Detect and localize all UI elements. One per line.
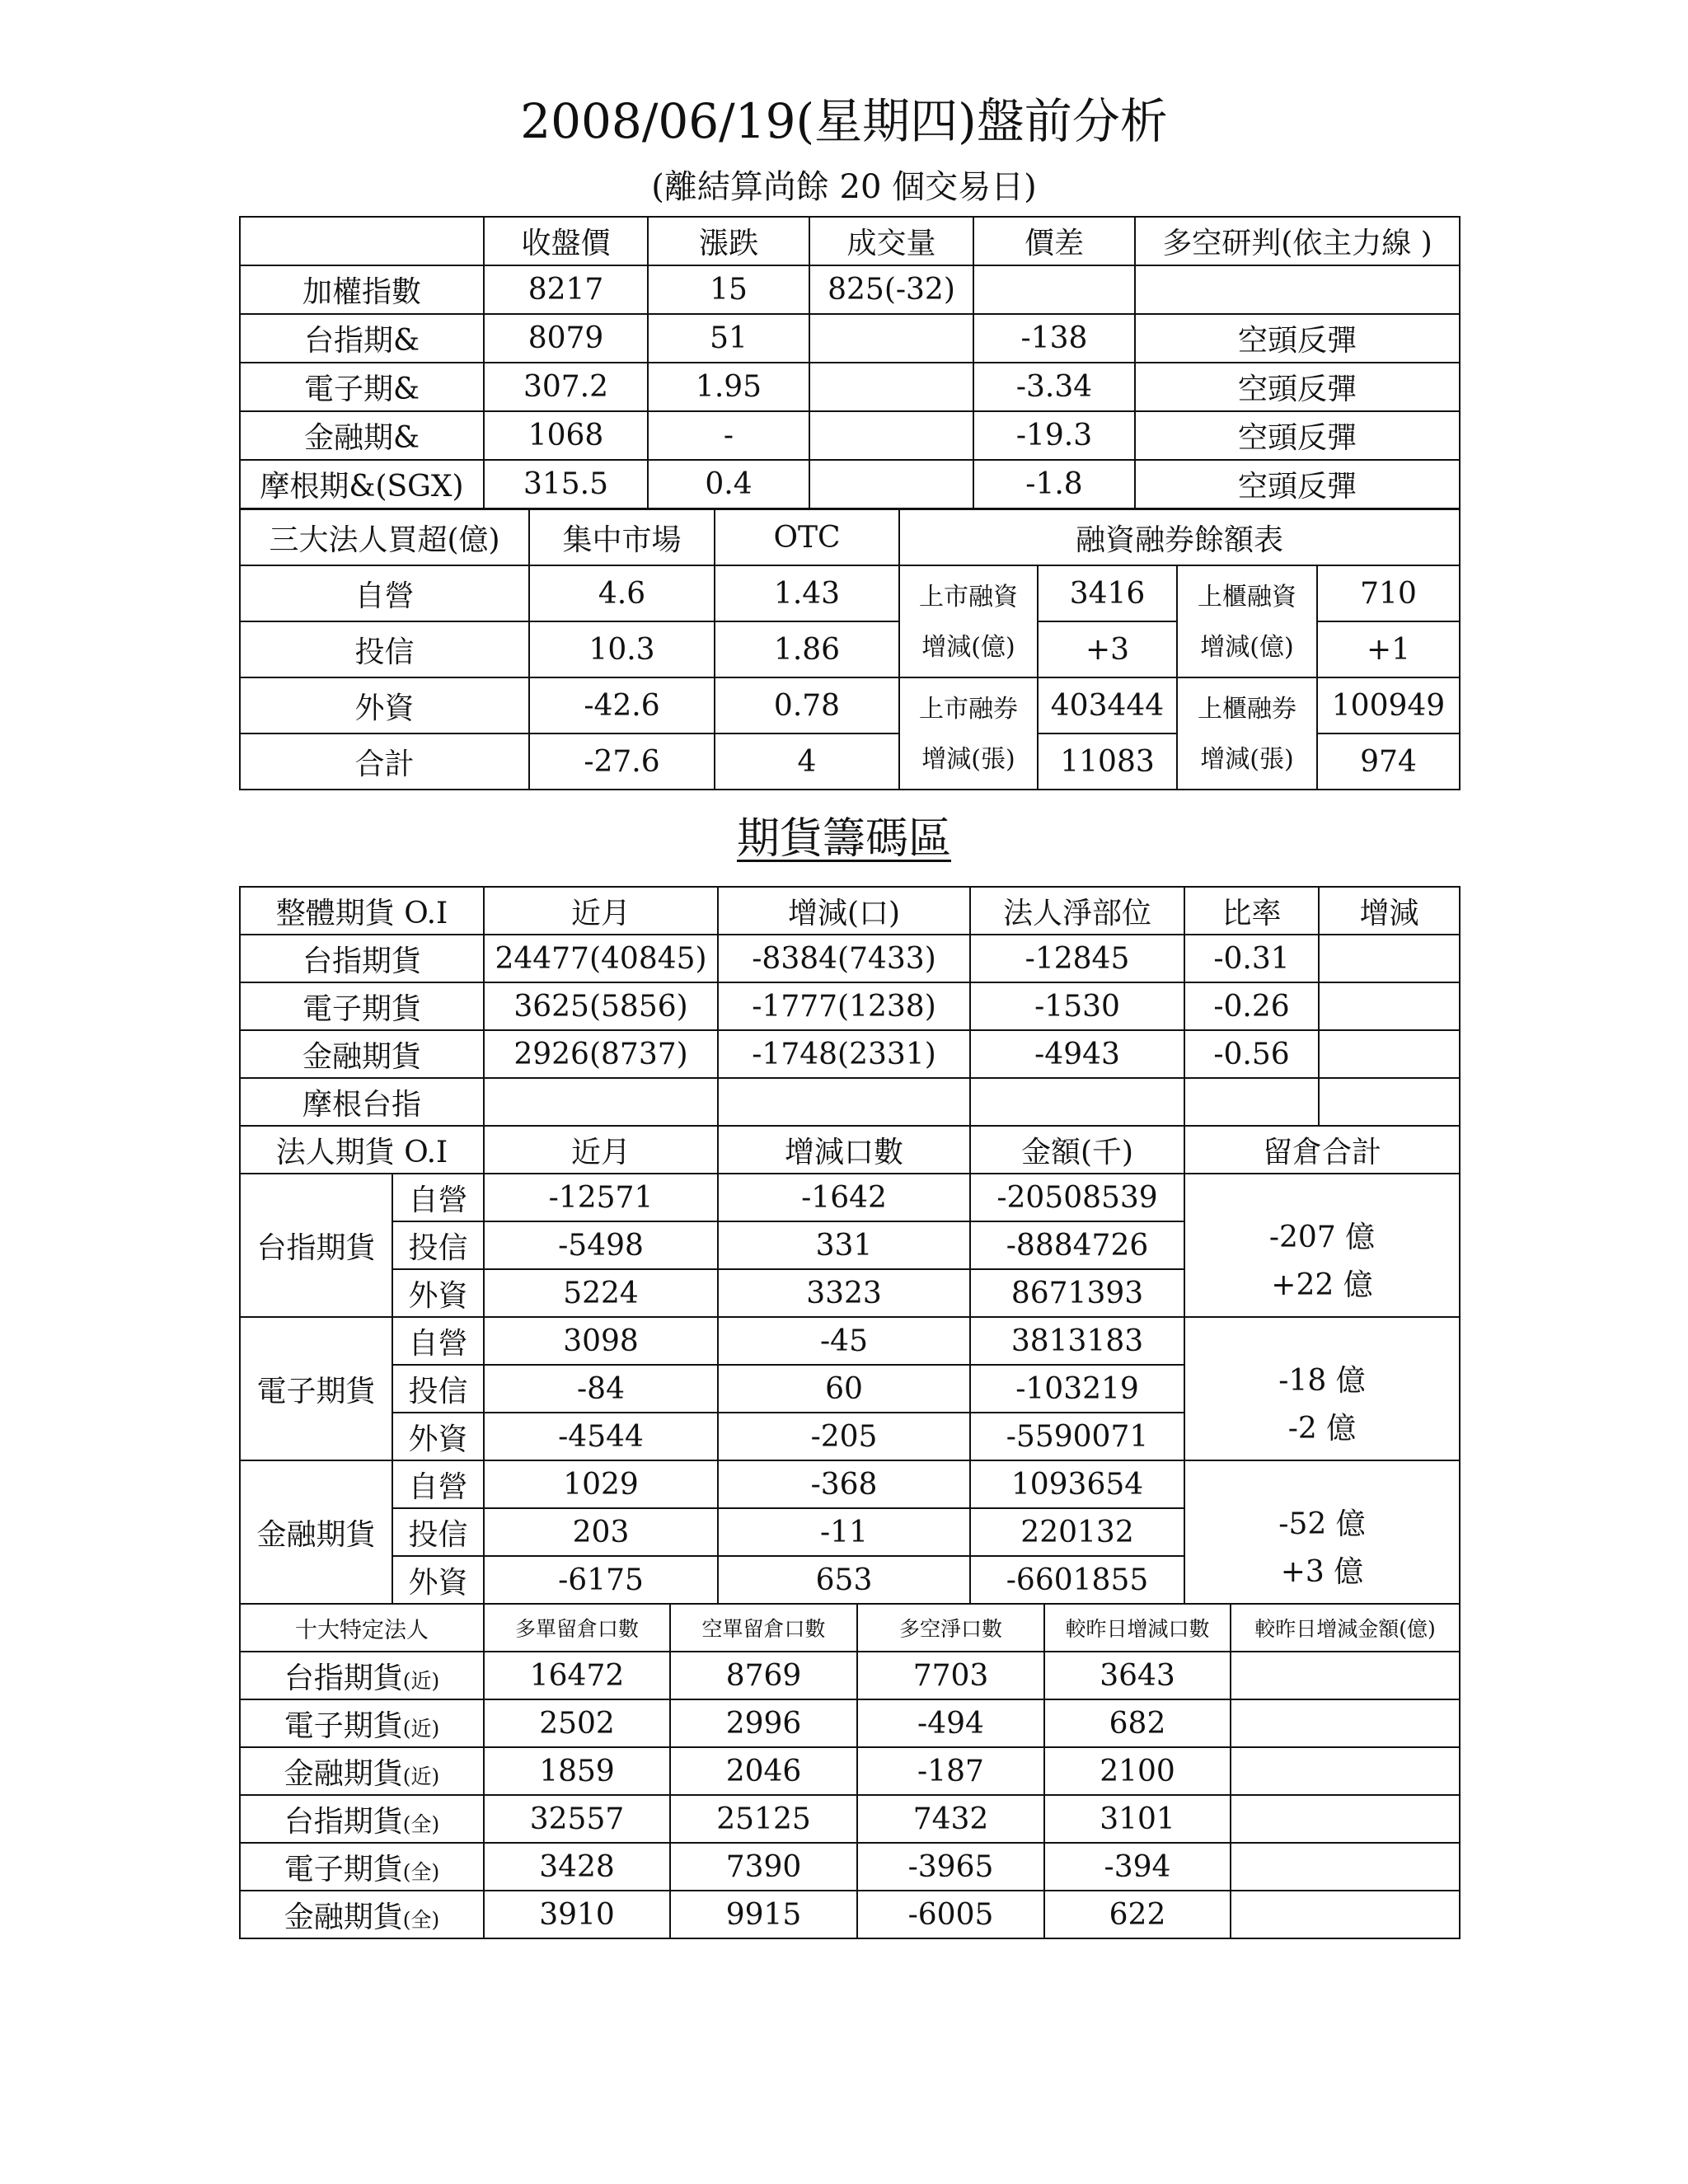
page-title: 2008/06/19(星期四)盤前分析 xyxy=(520,93,1168,149)
market-cell: 315.5 xyxy=(484,460,648,509)
inst-futures-cell: 1029 xyxy=(484,1460,718,1508)
top10-row xyxy=(240,1652,1460,1699)
margin-label: 增減(億) xyxy=(1177,621,1317,677)
market-cell xyxy=(809,460,973,509)
top10-name xyxy=(240,1747,484,1795)
margin-label: 增減(張) xyxy=(899,733,1038,790)
top10-cell xyxy=(1231,1795,1460,1843)
institutional-cell: 合計 xyxy=(240,733,529,790)
margin-label: 上櫃融券 xyxy=(1177,677,1317,733)
inst-futures-cell: -368 xyxy=(718,1460,970,1508)
market-row xyxy=(240,411,1460,460)
futures-oi-cell: 台指期貨 xyxy=(240,935,484,982)
margin-value: 3416 xyxy=(1038,565,1177,621)
inst-futures-cell: -1642 xyxy=(718,1174,970,1221)
futures-oi-header: 近月 xyxy=(484,887,718,935)
futures-table xyxy=(239,886,1461,1605)
futures-oi-cell: -0.26 xyxy=(1184,982,1319,1030)
market-cell: 15 xyxy=(648,265,809,314)
top10-row xyxy=(240,1891,1460,1938)
inst-futures-header: 金額(千) xyxy=(970,1126,1184,1174)
futures-oi-cell: -12845 xyxy=(970,935,1184,982)
top10-cell: 3910 xyxy=(484,1891,670,1938)
institutional-cell: 外資 xyxy=(240,677,529,733)
top10-name xyxy=(240,1891,484,1938)
futures-oi-cell xyxy=(1319,1030,1460,1078)
market-cell: 307.2 xyxy=(484,363,648,411)
top10-cell: 2502 xyxy=(484,1699,670,1747)
top10-name xyxy=(240,1699,484,1747)
futures-oi-header-row xyxy=(240,887,1460,935)
top10-name-text: 金融期貨 xyxy=(284,1756,403,1791)
top10-cell: -3965 xyxy=(857,1843,1044,1891)
margin-label: 上櫃融資 xyxy=(1177,565,1317,621)
margin-value: +3 xyxy=(1038,621,1177,677)
top10-row xyxy=(240,1795,1460,1843)
futures-oi-row xyxy=(240,982,1460,1030)
top10-name-text: 台指期貨 xyxy=(284,1661,403,1695)
inst-futures-cell: -205 xyxy=(718,1413,970,1460)
futures-oi-header: 增減 xyxy=(1319,887,1460,935)
inst-futures-cell: -5590071 xyxy=(970,1413,1184,1460)
inst-futures-cell: 3323 xyxy=(718,1269,970,1317)
top10-cell: 9915 xyxy=(670,1891,857,1938)
market-cell xyxy=(809,363,973,411)
inst-futures-cell: -6601855 xyxy=(970,1556,1184,1604)
market-cell: 空頭反彈 xyxy=(1135,460,1460,509)
inst-group-total-line: -2 億 xyxy=(1287,1412,1357,1446)
institutional-cell: 4.6 xyxy=(529,565,715,621)
margin-label: 增減(張) xyxy=(1177,733,1317,790)
institutional-header: 三大法人買超(億) xyxy=(240,509,529,565)
institutional-row xyxy=(240,677,1460,733)
inst-futures-cell: -103219 xyxy=(970,1365,1184,1413)
inst-group-total-line: -18 億 xyxy=(1278,1364,1366,1398)
top10-name xyxy=(240,1843,484,1891)
inst-futures-cell: -20508539 xyxy=(970,1174,1184,1221)
futures-oi-header: 整體期貨 O.I xyxy=(240,887,484,935)
top10-row xyxy=(240,1843,1460,1891)
top10-cell: 2996 xyxy=(670,1699,857,1747)
futures-oi-cell xyxy=(1319,935,1460,982)
futures-oi-row xyxy=(240,935,1460,982)
market-cell: 空頭反彈 xyxy=(1135,363,1460,411)
inst-futures-row xyxy=(240,1174,1460,1221)
futures-oi-cell: 2926(8737) xyxy=(484,1030,718,1078)
inst-futures-cell: 220132 xyxy=(970,1508,1184,1556)
top10-cell xyxy=(1231,1699,1460,1747)
top10-header: 空單留倉口數 xyxy=(670,1604,857,1652)
top10-name-suffix: (近) xyxy=(402,1764,440,1788)
inst-futures-cell: 60 xyxy=(718,1365,970,1413)
top10-name-text: 金融期貨 xyxy=(284,1900,403,1934)
inst-futures-cell: 331 xyxy=(718,1221,970,1269)
margin-value: +1 xyxy=(1317,621,1460,677)
market-cell: 空頭反彈 xyxy=(1135,314,1460,363)
inst-group-name: 台指期貨 xyxy=(240,1174,392,1317)
inst-futures-cell: 外資 xyxy=(392,1413,484,1460)
futures-oi-header: 法人淨部位 xyxy=(970,887,1184,935)
market-cell: -138 xyxy=(973,314,1135,363)
inst-futures-cell: 外資 xyxy=(392,1556,484,1604)
top10-name-suffix: (近) xyxy=(402,1668,440,1693)
top10-row xyxy=(240,1747,1460,1795)
inst-futures-cell: 自營 xyxy=(392,1460,484,1508)
market-cell xyxy=(809,411,973,460)
top10-cell: 3643 xyxy=(1044,1652,1231,1699)
inst-group-total-line: -52 億 xyxy=(1278,1507,1366,1541)
market-cell: 摩根期&(SGX) xyxy=(240,460,484,509)
futures-oi-header: 增減(口) xyxy=(718,887,970,935)
page-subtitle: (離結算尚餘 20 個交易日) xyxy=(651,168,1037,206)
inst-futures-header-row xyxy=(240,1126,1460,1174)
top10-cell: 7390 xyxy=(670,1843,857,1891)
inst-group-name: 電子期貨 xyxy=(240,1317,392,1460)
market-header-row xyxy=(240,217,1460,265)
margin-value: 974 xyxy=(1317,733,1460,790)
futures-oi-cell xyxy=(1184,1078,1319,1126)
market-header: 漲跌 xyxy=(648,217,809,265)
futures-oi-cell: -1530 xyxy=(970,982,1184,1030)
institutional-header-row xyxy=(240,509,1460,565)
top10-cell: 1859 xyxy=(484,1747,670,1795)
top10-cell: 622 xyxy=(1044,1891,1231,1938)
top10-cell: 7432 xyxy=(857,1795,1044,1843)
institutional-table xyxy=(239,509,1461,790)
inst-futures-header: 近月 xyxy=(484,1126,718,1174)
market-cell: 1068 xyxy=(484,411,648,460)
inst-futures-cell: -4544 xyxy=(484,1413,718,1460)
inst-futures-cell: -5498 xyxy=(484,1221,718,1269)
institutional-cell: 1.43 xyxy=(715,565,899,621)
market-header: 成交量 xyxy=(809,217,973,265)
inst-group-total-line: +3 億 xyxy=(1280,1555,1364,1589)
futures-oi-cell: -0.31 xyxy=(1184,935,1319,982)
top10-cell: -6005 xyxy=(857,1891,1044,1938)
margin-value: 11083 xyxy=(1038,733,1177,790)
market-row xyxy=(240,460,1460,509)
margin-label: 增減(億) xyxy=(899,621,1038,677)
market-cell: -3.34 xyxy=(973,363,1135,411)
market-row xyxy=(240,265,1460,314)
inst-futures-header: 增減口數 xyxy=(718,1126,970,1174)
top10-cell: -394 xyxy=(1044,1843,1231,1891)
top10-cell: 2046 xyxy=(670,1747,857,1795)
inst-futures-cell: 投信 xyxy=(392,1508,484,1556)
inst-futures-header: 法人期貨 O.I xyxy=(240,1126,484,1174)
futures-oi-cell: -4943 xyxy=(970,1030,1184,1078)
inst-futures-cell: 5224 xyxy=(484,1269,718,1317)
top10-cell: 3428 xyxy=(484,1843,670,1891)
inst-group-total-line: -207 億 xyxy=(1268,1221,1376,1254)
margin-value: 403444 xyxy=(1038,677,1177,733)
futures-oi-row xyxy=(240,1030,1460,1078)
inst-futures-cell: 1093654 xyxy=(970,1460,1184,1508)
inst-group-total xyxy=(1184,1174,1460,1317)
inst-futures-cell: 外資 xyxy=(392,1269,484,1317)
top10-cell xyxy=(1231,1891,1460,1938)
inst-futures-row xyxy=(240,1460,1460,1508)
inst-futures-cell: 3098 xyxy=(484,1317,718,1365)
top10-cell: 682 xyxy=(1044,1699,1231,1747)
institutional-cell: -27.6 xyxy=(529,733,715,790)
futures-oi-cell xyxy=(1319,982,1460,1030)
market-cell: 空頭反彈 xyxy=(1135,411,1460,460)
top10-cell xyxy=(1231,1843,1460,1891)
margin-value: 710 xyxy=(1317,565,1460,621)
institutional-cell: -42.6 xyxy=(529,677,715,733)
market-cell xyxy=(809,314,973,363)
inst-futures-cell: 投信 xyxy=(392,1221,484,1269)
top10-cell: 25125 xyxy=(670,1795,857,1843)
top10-row xyxy=(240,1699,1460,1747)
inst-futures-cell: 203 xyxy=(484,1508,718,1556)
market-cell: 加權指數 xyxy=(240,265,484,314)
top10-cell: 7703 xyxy=(857,1652,1044,1699)
institutional-header: 集中市場 xyxy=(529,509,715,565)
inst-futures-row xyxy=(240,1317,1460,1365)
futures-oi-cell xyxy=(1319,1078,1460,1126)
market-cell: 金融期& xyxy=(240,411,484,460)
top10-header: 十大特定法人 xyxy=(240,1604,484,1652)
institutional-header: OTC xyxy=(715,509,899,565)
margin-value: 100949 xyxy=(1317,677,1460,733)
top10-name-suffix: (全) xyxy=(402,1859,440,1884)
institutional-cell: 自營 xyxy=(240,565,529,621)
futures-oi-cell: -8384(7433) xyxy=(718,935,970,982)
top10-cell: -494 xyxy=(857,1699,1044,1747)
futures-oi-cell: 電子期貨 xyxy=(240,982,484,1030)
top10-name-suffix: (全) xyxy=(402,1811,440,1836)
futures-oi-cell xyxy=(718,1078,970,1126)
top10-cell: 8769 xyxy=(670,1652,857,1699)
market-cell: 電子期& xyxy=(240,363,484,411)
market-cell: 51 xyxy=(648,314,809,363)
market-cell: 8079 xyxy=(484,314,648,363)
inst-futures-cell: 653 xyxy=(718,1556,970,1604)
inst-futures-cell: 自營 xyxy=(392,1174,484,1221)
inst-futures-cell: -45 xyxy=(718,1317,970,1365)
market-cell: 0.4 xyxy=(648,460,809,509)
institutional-row xyxy=(240,565,1460,621)
futures-oi-cell: 摩根台指 xyxy=(240,1078,484,1126)
top10-name-suffix: (近) xyxy=(402,1716,440,1741)
top10-cell xyxy=(1231,1747,1460,1795)
top10-name-text: 電子期貨 xyxy=(284,1852,403,1886)
top10-header: 多單留倉口數 xyxy=(484,1604,670,1652)
market-cell: 台指期& xyxy=(240,314,484,363)
institutional-cell: 1.86 xyxy=(715,621,899,677)
futures-oi-cell: -0.56 xyxy=(1184,1030,1319,1078)
inst-futures-cell: -12571 xyxy=(484,1174,718,1221)
market-row xyxy=(240,363,1460,411)
institutional-row xyxy=(240,621,1460,677)
inst-futures-cell: 自營 xyxy=(392,1317,484,1365)
inst-futures-cell: 投信 xyxy=(392,1365,484,1413)
futures-oi-cell: -1748(2331) xyxy=(718,1030,970,1078)
top10-name-text: 電子期貨 xyxy=(284,1708,403,1743)
market-cell xyxy=(973,265,1135,314)
margin-label: 上市融券 xyxy=(899,677,1038,733)
section-title-text: 期貨籌碼區 xyxy=(736,814,951,864)
top10-cell: 2100 xyxy=(1044,1747,1231,1795)
inst-futures-cell: -8884726 xyxy=(970,1221,1184,1269)
top10-header: 多空淨口數 xyxy=(857,1604,1044,1652)
market-cell: 8217 xyxy=(484,265,648,314)
futures-oi-cell: 金融期貨 xyxy=(240,1030,484,1078)
top10-name xyxy=(240,1652,484,1699)
market-header: 價差 xyxy=(973,217,1135,265)
futures-oi-cell: 3625(5856) xyxy=(484,982,718,1030)
top10-name-suffix: (全) xyxy=(402,1907,440,1932)
top10-cell: -187 xyxy=(857,1747,1044,1795)
section-title xyxy=(0,812,1688,866)
inst-futures-cell: 8671393 xyxy=(970,1269,1184,1317)
inst-futures-cell: -84 xyxy=(484,1365,718,1413)
inst-group-total xyxy=(1184,1317,1460,1460)
institutional-cell: 10.3 xyxy=(529,621,715,677)
market-header: 收盤價 xyxy=(484,217,648,265)
inst-futures-cell: 3813183 xyxy=(970,1317,1184,1365)
futures-oi-cell xyxy=(484,1078,718,1126)
top10-cell xyxy=(1231,1652,1460,1699)
institutional-cell: 0.78 xyxy=(715,677,899,733)
institutional-cell: 4 xyxy=(715,733,899,790)
futures-oi-cell: 24477(40845) xyxy=(484,935,718,982)
margin-table-title: 融資融券餘額表 xyxy=(899,509,1460,565)
market-cell: 1.95 xyxy=(648,363,809,411)
top10-cell: 3101 xyxy=(1044,1795,1231,1843)
inst-futures-cell: -6175 xyxy=(484,1556,718,1604)
futures-oi-cell: -1777(1238) xyxy=(718,982,970,1030)
futures-oi-row xyxy=(240,1078,1460,1126)
market-cell: -1.8 xyxy=(973,460,1135,509)
market-header xyxy=(240,217,484,265)
institutional-row xyxy=(240,733,1460,790)
market-cell: - xyxy=(648,411,809,460)
top10-name xyxy=(240,1795,484,1843)
top10-name-text: 台指期貨 xyxy=(284,1804,403,1839)
top10-cell: 16472 xyxy=(484,1652,670,1699)
inst-futures-header: 留倉合計 xyxy=(1184,1126,1460,1174)
inst-group-name: 金融期貨 xyxy=(240,1460,392,1604)
market-header: 多空研判(依主力線 ) xyxy=(1135,217,1460,265)
market-cell xyxy=(1135,265,1460,314)
top10-header: 較昨日增減金額(億) xyxy=(1231,1604,1460,1652)
top10-cell: 32557 xyxy=(484,1795,670,1843)
institutional-cell: 投信 xyxy=(240,621,529,677)
market-cell: 825(-32) xyxy=(809,265,973,314)
inst-group-total xyxy=(1184,1460,1460,1604)
top10-header-row xyxy=(240,1604,1460,1652)
market-cell: -19.3 xyxy=(973,411,1135,460)
market-table xyxy=(239,216,1461,509)
margin-label: 上市融資 xyxy=(899,565,1038,621)
futures-oi-cell xyxy=(970,1078,1184,1126)
top10-header: 較昨日增減口數 xyxy=(1044,1604,1231,1652)
market-row xyxy=(240,314,1460,363)
inst-futures-cell: -11 xyxy=(718,1508,970,1556)
top10-table xyxy=(239,1603,1461,1939)
inst-group-total-line: +22 億 xyxy=(1271,1268,1373,1302)
futures-oi-header: 比率 xyxy=(1184,887,1319,935)
